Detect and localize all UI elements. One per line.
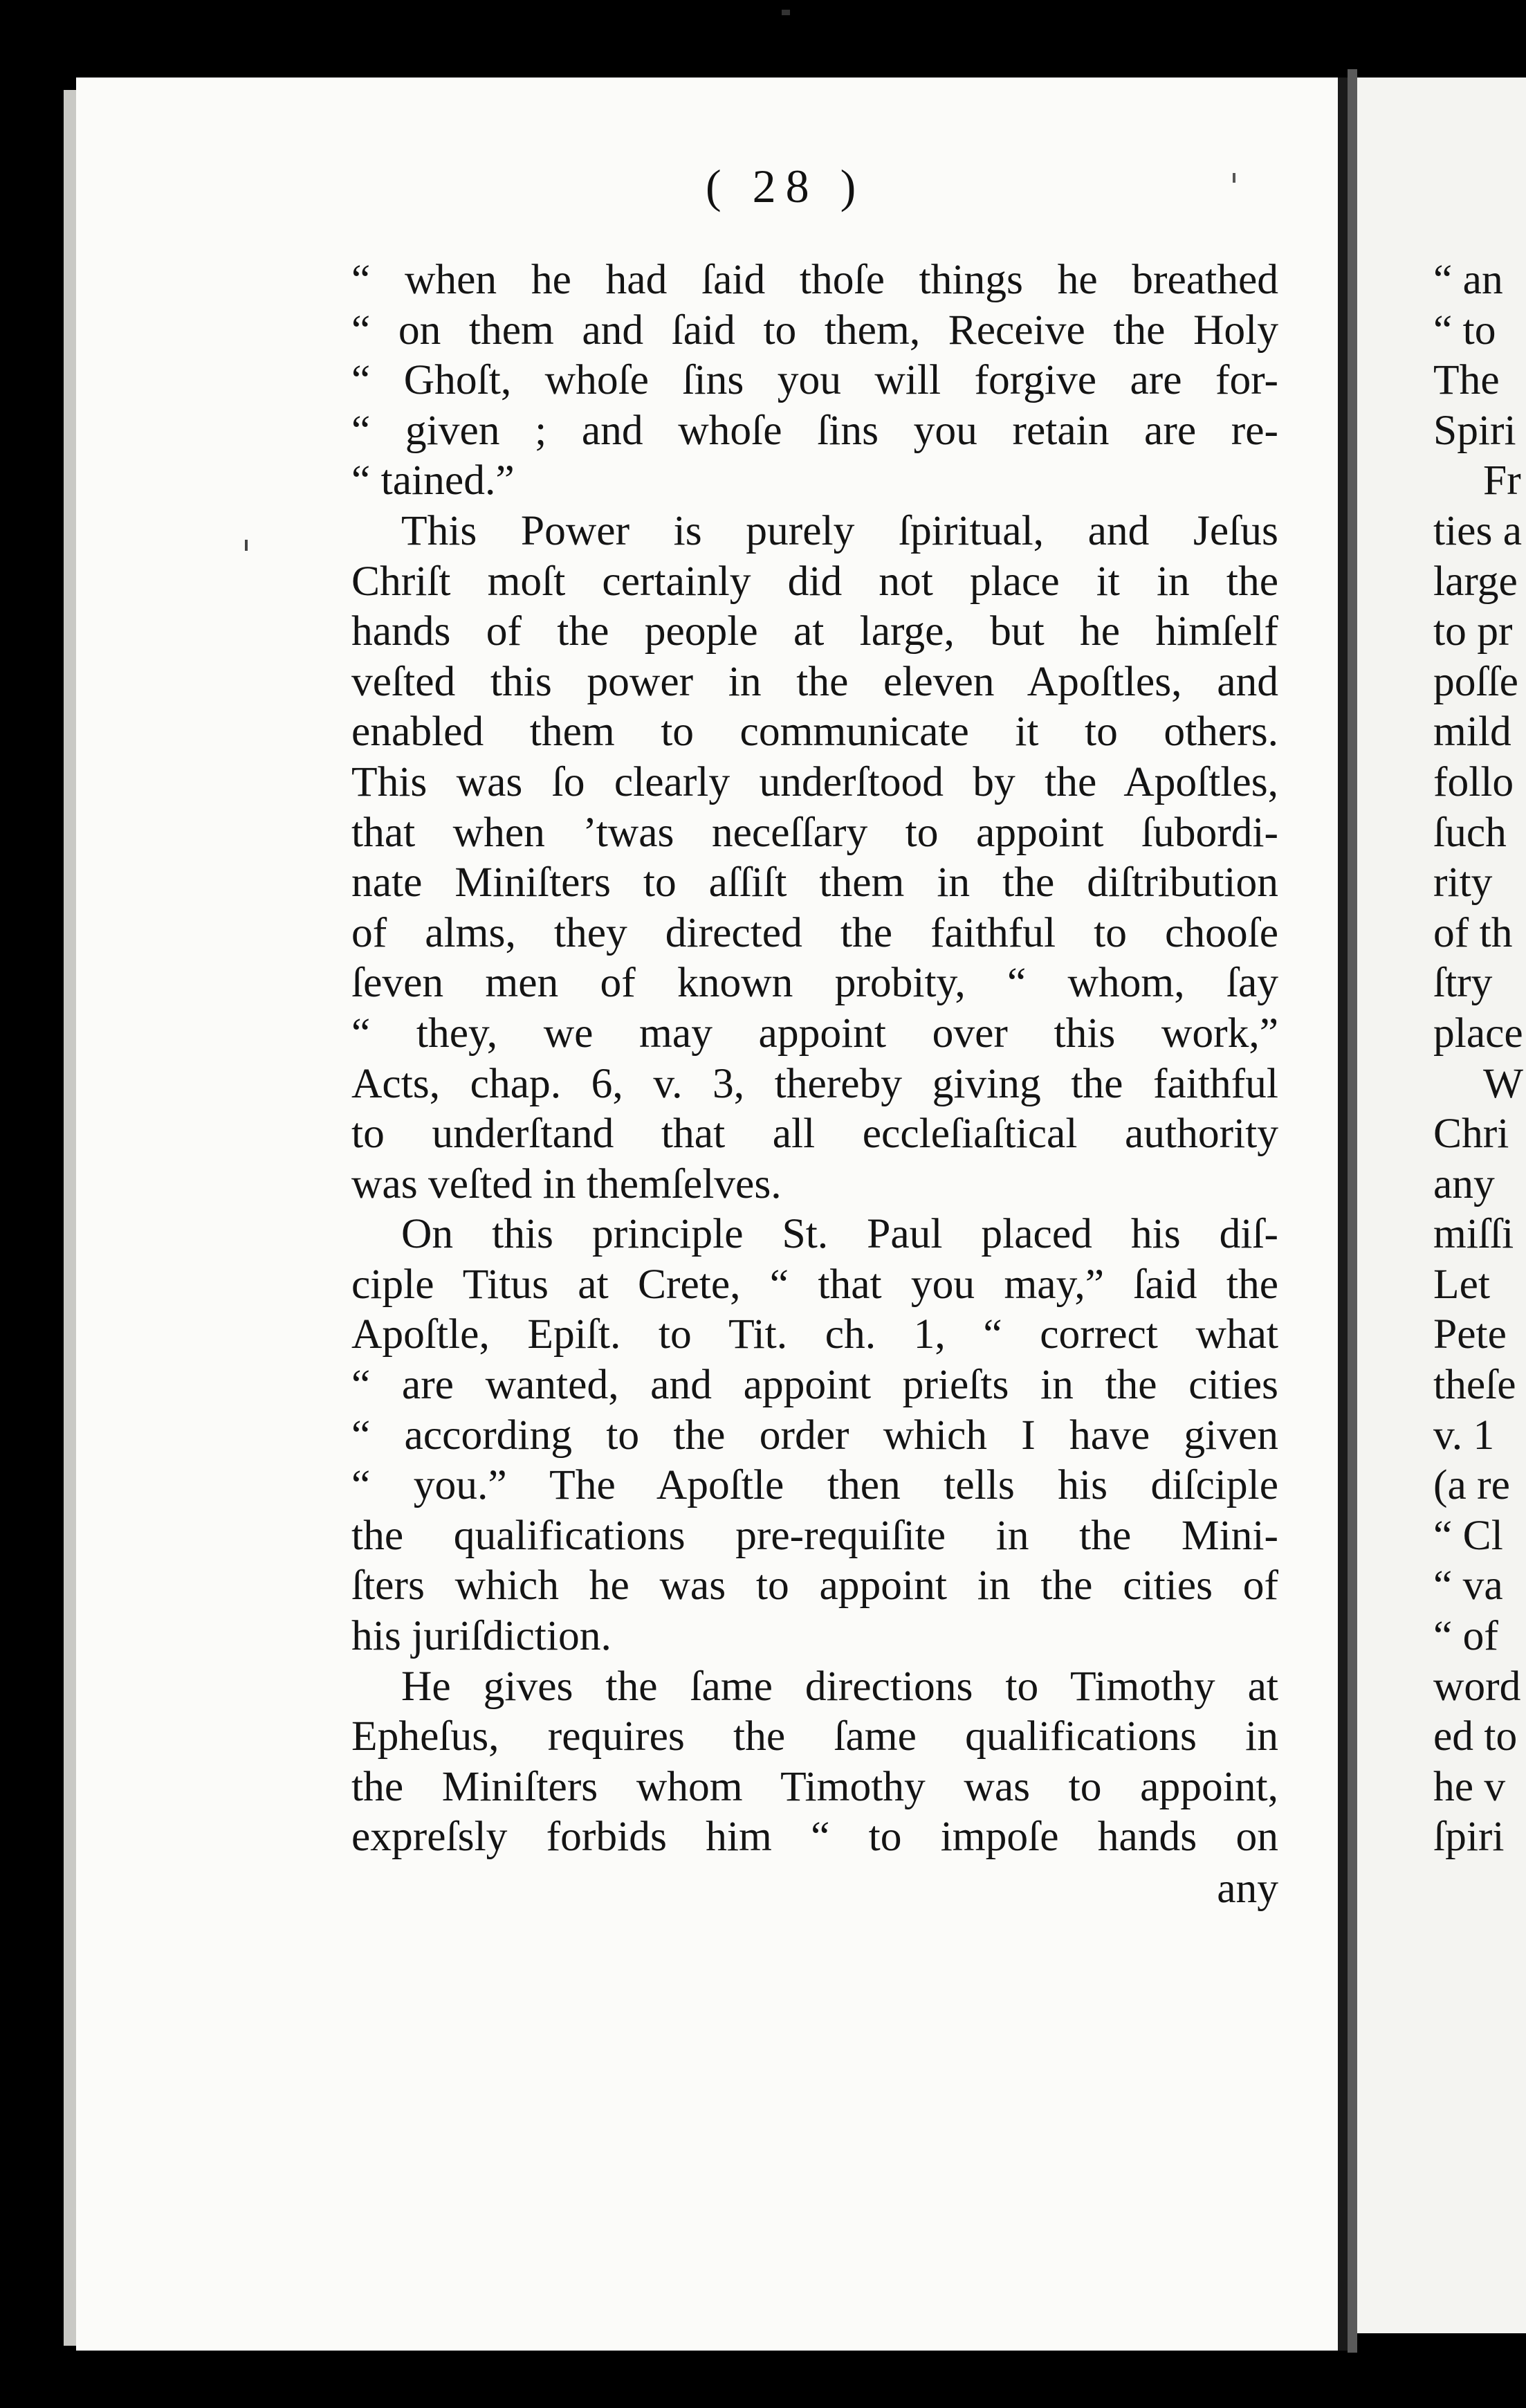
text-line: “ on them and ſaid to them, Receive the Holy xyxy=(351,306,1278,354)
text-fragment: ed to xyxy=(1433,1713,1518,1760)
text-fragment: rity xyxy=(1433,859,1493,906)
text-line: ciple Titus at Crete, “ that you may,” ſaid the xyxy=(351,1260,1278,1308)
text-fragment: “ an xyxy=(1433,256,1503,303)
text-line: This was ſo clearly underſtood by the Apoſtles, xyxy=(351,758,1278,805)
catchword: any xyxy=(1217,1865,1278,1912)
text-fragment: theſe xyxy=(1433,1361,1516,1409)
text-fragment: Fr xyxy=(1483,457,1521,504)
dust-speck xyxy=(1233,173,1235,183)
text-line: to underſtand that all eccleſiaſtical authority xyxy=(351,1110,1278,1158)
text-line: He gives the ſame directions to Timothy at xyxy=(401,1662,1278,1710)
text-line: of alms, they directed the faithful to chooſe xyxy=(351,909,1278,956)
text-fragment: v. 1 xyxy=(1433,1411,1495,1459)
text-fragment: “ to xyxy=(1433,306,1496,354)
text-line: “ given ; and whoſe ſins you retain are re- xyxy=(351,406,1278,454)
text-line: On this principle St. Paul placed his diſ- xyxy=(401,1210,1278,1258)
text-line: enabled them to communicate it to others. xyxy=(351,708,1278,756)
left-page-text xyxy=(351,255,1278,1914)
text-fragment: follo xyxy=(1433,758,1514,805)
text-line: Acts, chap. 6, v. 3, thereby giving the faithful xyxy=(351,1059,1278,1107)
text-fragment: The xyxy=(1433,356,1500,404)
text-fragment: large xyxy=(1433,557,1518,605)
text-fragment: ties a xyxy=(1433,507,1523,554)
text-line: veſted this power in the eleven Apoſtles, and xyxy=(351,657,1278,705)
text-line: the Miniſters whom Timothy was to appoint, xyxy=(351,1762,1278,1810)
text-line: “ tained.” xyxy=(351,457,515,504)
text-line: his juriſdiction. xyxy=(351,1612,612,1660)
text-line: Apoſtle, Epiſt. to Tit. ch. 1, “ correct what xyxy=(351,1311,1278,1358)
text-line: “ Ghoſt, whoſe ſins you will forgive are for- xyxy=(351,356,1278,404)
text-fragment: (a re xyxy=(1433,1461,1510,1509)
text-line: Chriſt moſt certainly did not place it in the xyxy=(351,557,1278,605)
text-fragment: Chri xyxy=(1433,1110,1509,1158)
text-fragment: he v xyxy=(1433,1762,1506,1810)
text-line: “ they, we may appoint over this work,” xyxy=(351,1009,1278,1057)
text-line: expreſsly forbids him “ to impoſe hands on xyxy=(351,1813,1278,1861)
text-fragment: place xyxy=(1433,1009,1523,1057)
dust-speck xyxy=(782,10,790,15)
text-fragment: ſuch xyxy=(1433,808,1507,856)
text-line: “ according to the order which I have given xyxy=(351,1411,1278,1459)
text-fragment: “ Cl xyxy=(1433,1511,1503,1559)
text-line: Epheſus, requires the ſame qualifications in xyxy=(351,1713,1278,1760)
text-fragment: ſtry xyxy=(1433,959,1493,1007)
text-fragment: any xyxy=(1433,1160,1495,1207)
text-fragment: Spiri xyxy=(1433,406,1516,454)
book-gutter xyxy=(1348,69,1357,2353)
text-line: “ when he had ſaid thoſe things he breathed xyxy=(351,256,1278,303)
text-line: the qualifications pre-requiſite in the Mini- xyxy=(351,1511,1278,1559)
text-line: “ you.” The Apoſtle then tells his diſciple xyxy=(351,1461,1278,1509)
text-line: hands of the people at large, but he himſelf xyxy=(351,608,1278,655)
dust-speck xyxy=(245,540,248,551)
text-fragment: miſſi xyxy=(1433,1210,1514,1258)
text-line: nate Miniſters to aſſiſt them in the diſtribution xyxy=(351,859,1278,906)
text-fragment: Let xyxy=(1433,1260,1490,1308)
text-fragment: ſpiri xyxy=(1433,1813,1505,1861)
page-number: ( 28 ) xyxy=(706,160,866,212)
text-fragment: mild xyxy=(1433,708,1511,756)
text-line: “ are wanted, and appoint prieſts in the cities xyxy=(351,1361,1278,1409)
text-line: ſeven men of known probity, “ whom, ſay xyxy=(351,959,1278,1007)
text-fragment: Pete xyxy=(1433,1311,1507,1358)
text-line: that when ’twas neceſſary to appoint ſubordi- xyxy=(351,808,1278,856)
text-fragment: to pr xyxy=(1433,608,1513,655)
text-fragment: W xyxy=(1483,1059,1524,1107)
text-fragment: of th xyxy=(1433,909,1513,956)
text-line: This Power is purely ſpiritual, and Jeſus xyxy=(401,507,1278,554)
text-line: ſters which he was to appoint in the cities of xyxy=(351,1562,1278,1609)
text-fragment: “ of xyxy=(1433,1612,1498,1660)
text-fragment: poſſe xyxy=(1433,657,1518,705)
text-fragment: “ va xyxy=(1433,1562,1503,1609)
right-page-text xyxy=(1433,255,1526,1862)
text-fragment: word xyxy=(1433,1662,1521,1710)
text-line: was veſted in themſelves. xyxy=(351,1160,782,1207)
